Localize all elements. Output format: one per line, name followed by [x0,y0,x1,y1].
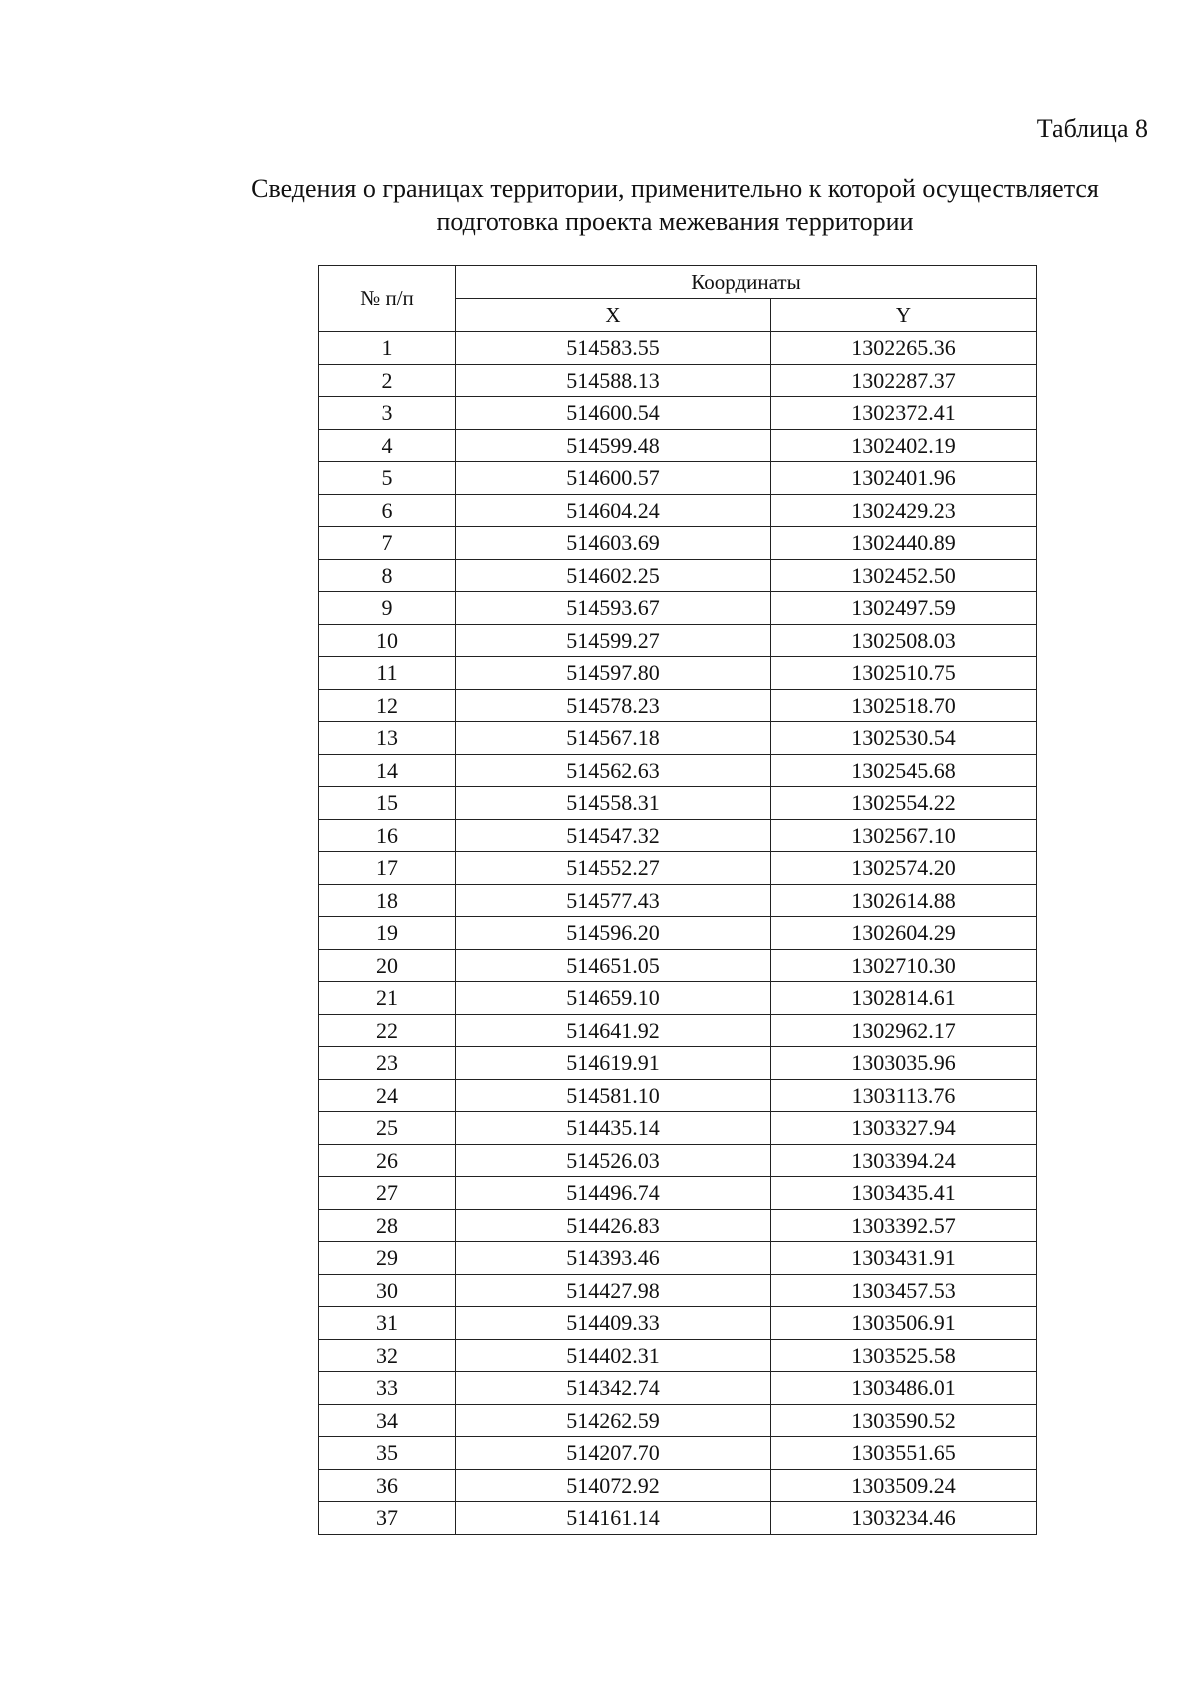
x-coordinate-cell: 514596.20 [456,917,771,950]
row-number-cell: 25 [319,1112,456,1145]
header-coordinates: Координаты [456,266,1037,299]
row-number-cell: 35 [319,1437,456,1470]
y-coordinate-cell: 1302614.88 [771,884,1037,917]
row-number-cell: 34 [319,1404,456,1437]
row-number-cell: 23 [319,1047,456,1080]
row-number-cell: 15 [319,787,456,820]
y-coordinate-cell: 1303457.53 [771,1274,1037,1307]
x-coordinate-cell: 514435.14 [456,1112,771,1145]
x-coordinate-cell: 514599.48 [456,429,771,462]
y-coordinate-cell: 1302372.41 [771,397,1037,430]
y-coordinate-cell: 1303327.94 [771,1112,1037,1145]
x-coordinate-cell: 514072.92 [456,1469,771,1502]
y-coordinate-cell: 1302518.70 [771,689,1037,722]
x-coordinate-cell: 514597.80 [456,657,771,690]
row-number-cell: 18 [319,884,456,917]
row-number-cell: 36 [319,1469,456,1502]
x-coordinate-cell: 514583.55 [456,332,771,365]
y-coordinate-cell: 1303435.41 [771,1177,1037,1210]
row-number-cell: 3 [319,397,456,430]
table-row [319,1274,1037,1307]
y-coordinate-cell: 1302497.59 [771,592,1037,625]
x-coordinate-cell: 514599.27 [456,624,771,657]
row-number-cell: 27 [319,1177,456,1210]
table-row [319,1307,1037,1340]
document-title-line-1: Сведения о границах территории, применительно к которой осуществляется [251,174,1099,203]
x-coordinate-cell: 514262.59 [456,1404,771,1437]
row-number-cell: 19 [319,917,456,950]
table-row [319,397,1037,430]
y-coordinate-cell: 1302287.37 [771,364,1037,397]
table-row [319,1339,1037,1372]
row-number-cell: 1 [319,332,456,365]
x-coordinate-cell: 514562.63 [456,754,771,787]
row-number-cell: 11 [319,657,456,690]
table-row [319,1112,1037,1145]
y-coordinate-cell: 1303525.58 [771,1339,1037,1372]
row-number-cell: 6 [319,494,456,527]
y-coordinate-cell: 1302710.30 [771,949,1037,982]
x-coordinate-cell: 514207.70 [456,1437,771,1470]
row-number-cell: 2 [319,364,456,397]
row-number-cell: 24 [319,1079,456,1112]
table-row [319,1469,1037,1502]
row-number-cell: 31 [319,1307,456,1340]
row-number-cell: 26 [319,1144,456,1177]
row-number-cell: 32 [319,1339,456,1372]
x-coordinate-cell: 514604.24 [456,494,771,527]
table-row [319,1242,1037,1275]
y-coordinate-cell: 1302574.20 [771,852,1037,885]
y-coordinate-cell: 1302401.96 [771,462,1037,495]
row-number-cell: 7 [319,527,456,560]
table-label: Таблица 8 [1036,114,1148,143]
row-number-cell: 9 [319,592,456,625]
x-coordinate-cell: 514659.10 [456,982,771,1015]
x-coordinate-cell: 514603.69 [456,527,771,560]
y-coordinate-cell: 1303551.65 [771,1437,1037,1470]
row-number-cell: 14 [319,754,456,787]
x-coordinate-cell: 514581.10 [456,1079,771,1112]
y-coordinate-cell: 1303431.91 [771,1242,1037,1275]
row-number-cell: 13 [319,722,456,755]
y-coordinate-cell: 1302452.50 [771,559,1037,592]
x-coordinate-cell: 514558.31 [456,787,771,820]
table-row [319,624,1037,657]
row-number-cell: 22 [319,1014,456,1047]
y-coordinate-cell: 1303113.76 [771,1079,1037,1112]
table-row [319,592,1037,625]
table-row [319,1177,1037,1210]
y-coordinate-cell: 1302402.19 [771,429,1037,462]
row-number-cell: 10 [319,624,456,657]
table-row [319,982,1037,1015]
x-coordinate-cell: 514651.05 [456,949,771,982]
y-coordinate-cell: 1303035.96 [771,1047,1037,1080]
y-coordinate-cell: 1302508.03 [771,624,1037,657]
y-coordinate-cell: 1302440.89 [771,527,1037,560]
table-row [319,722,1037,755]
row-number-cell: 4 [319,429,456,462]
table-row [319,1014,1037,1047]
table-row [319,1079,1037,1112]
x-coordinate-cell: 514578.23 [456,689,771,722]
table-header [319,266,1037,332]
y-coordinate-cell: 1302530.54 [771,722,1037,755]
x-coordinate-cell: 514577.43 [456,884,771,917]
x-coordinate-cell: 514602.25 [456,559,771,592]
table-row [319,1209,1037,1242]
row-number-cell: 37 [319,1502,456,1535]
y-coordinate-cell: 1303234.46 [771,1502,1037,1535]
table-row [319,1144,1037,1177]
x-coordinate-cell: 514342.74 [456,1372,771,1405]
row-number-cell: 20 [319,949,456,982]
row-number-cell: 5 [319,462,456,495]
table-row [319,527,1037,560]
row-number-cell: 29 [319,1242,456,1275]
table-row [319,787,1037,820]
table-row [319,819,1037,852]
y-coordinate-cell: 1303486.01 [771,1372,1037,1405]
table-row [319,689,1037,722]
x-coordinate-cell: 514600.54 [456,397,771,430]
x-coordinate-cell: 514393.46 [456,1242,771,1275]
y-coordinate-cell: 1302567.10 [771,819,1037,852]
table-row [319,332,1037,365]
x-coordinate-cell: 514552.27 [456,852,771,885]
row-number-cell: 21 [319,982,456,1015]
table-row [319,1404,1037,1437]
header-y: Y [771,299,1037,332]
x-coordinate-cell: 514409.33 [456,1307,771,1340]
x-coordinate-cell: 514600.57 [456,462,771,495]
table-row [319,429,1037,462]
table-row [319,754,1037,787]
y-coordinate-cell: 1302265.36 [771,332,1037,365]
row-number-cell: 17 [319,852,456,885]
x-coordinate-cell: 514588.13 [456,364,771,397]
y-coordinate-cell: 1302429.23 [771,494,1037,527]
coordinates-table [318,265,1037,1535]
document-title-line-2: подготовка проекта межевания территории [436,207,914,236]
header-number: № п/п [319,266,456,332]
table-row [319,462,1037,495]
x-coordinate-cell: 514641.92 [456,1014,771,1047]
x-coordinate-cell: 514496.74 [456,1177,771,1210]
table-row [319,364,1037,397]
x-coordinate-cell: 514526.03 [456,1144,771,1177]
y-coordinate-cell: 1302814.61 [771,982,1037,1015]
y-coordinate-cell: 1303394.24 [771,1144,1037,1177]
y-coordinate-cell: 1303509.24 [771,1469,1037,1502]
document-title [200,172,1150,238]
x-coordinate-cell: 514426.83 [456,1209,771,1242]
y-coordinate-cell: 1302545.68 [771,754,1037,787]
table-row [319,1372,1037,1405]
table-row [319,917,1037,950]
table-row [319,657,1037,690]
table-row [319,1502,1037,1535]
row-number-cell: 33 [319,1372,456,1405]
y-coordinate-cell: 1302554.22 [771,787,1037,820]
row-number-cell: 12 [319,689,456,722]
x-coordinate-cell: 514593.67 [456,592,771,625]
table-row [319,494,1037,527]
y-coordinate-cell: 1303590.52 [771,1404,1037,1437]
y-coordinate-cell: 1302962.17 [771,1014,1037,1047]
header-x: X [456,299,771,332]
x-coordinate-cell: 514567.18 [456,722,771,755]
x-coordinate-cell: 514619.91 [456,1047,771,1080]
table-row [319,559,1037,592]
x-coordinate-cell: 514402.31 [456,1339,771,1372]
y-coordinate-cell: 1302510.75 [771,657,1037,690]
table-row [319,1437,1037,1470]
row-number-cell: 30 [319,1274,456,1307]
row-number-cell: 28 [319,1209,456,1242]
x-coordinate-cell: 514547.32 [456,819,771,852]
y-coordinate-cell: 1303392.57 [771,1209,1037,1242]
row-number-cell: 16 [319,819,456,852]
table-body [319,332,1037,1535]
x-coordinate-cell: 514161.14 [456,1502,771,1535]
table-row [319,1047,1037,1080]
y-coordinate-cell: 1303506.91 [771,1307,1037,1340]
y-coordinate-cell: 1302604.29 [771,917,1037,950]
x-coordinate-cell: 514427.98 [456,1274,771,1307]
table-row [319,884,1037,917]
row-number-cell: 8 [319,559,456,592]
table-row [319,852,1037,885]
table-row [319,949,1037,982]
